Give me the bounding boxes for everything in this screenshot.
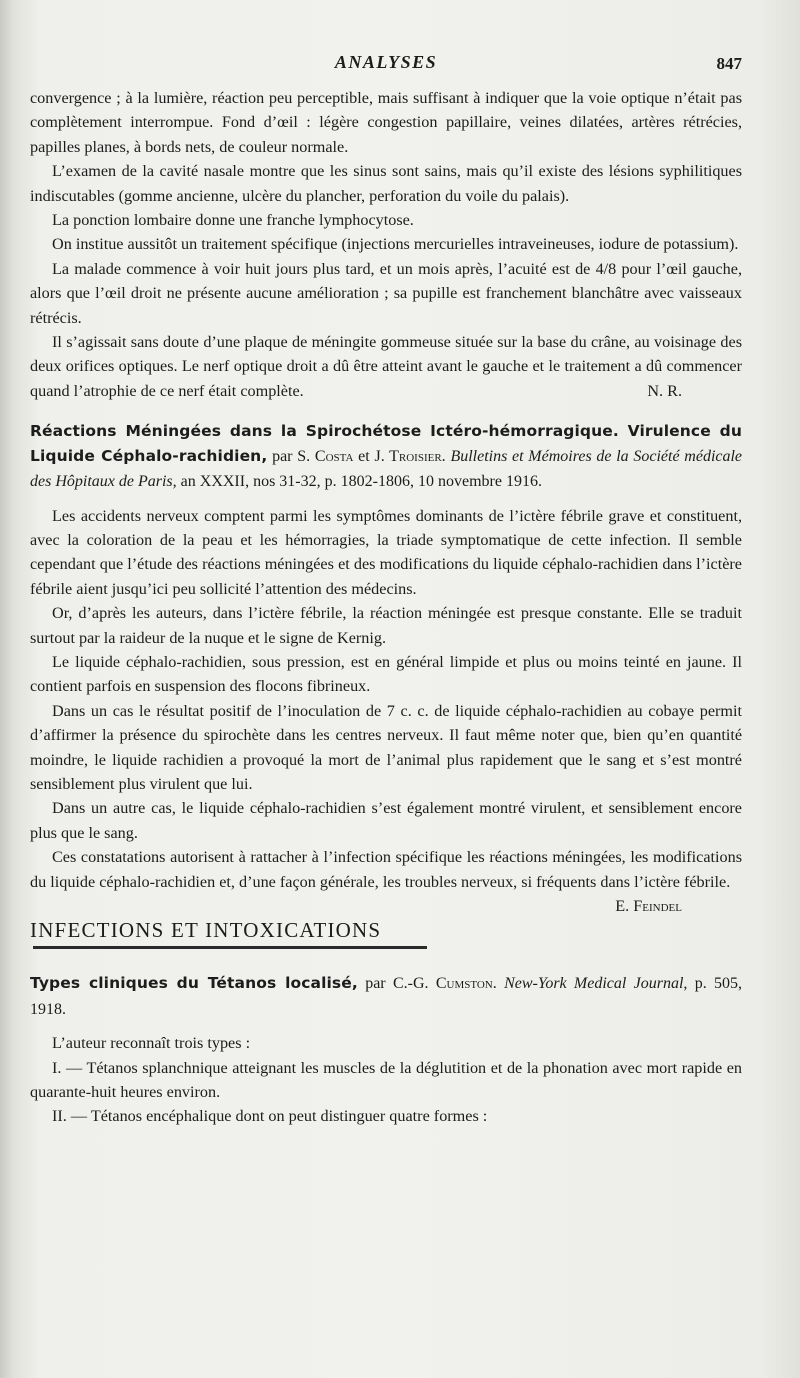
- paragraph: convergence ; à la lumière, réaction peu perceptible, mais suffisant à indiquer que la voie optique n’était pas complètement interrompue. Fond d’œil : légère congestion papillaire, veines dilatées, artères rétrécies, papilles planes, à bords nets, de couleur normale.: [30, 89, 742, 156]
- article-header: [30, 419, 742, 493]
- signature: E. Feindel: [615, 897, 682, 915]
- paragraph: Le liquide céphalo-rachidien, sous pression, est en général limpide et plus ou moins teinté en jaune. Il contient parfois en suspension des flocons fibrineux.: [30, 652, 742, 696]
- journal-name: New-York Medical Journal,: [504, 975, 688, 993]
- paragraph: La ponction lombaire donne une franche lymphocytose.: [52, 211, 414, 230]
- page-header: [30, 52, 742, 76]
- paragraph: [30, 330, 742, 403]
- continued-article: [30, 86, 742, 403]
- paragraph: L’examen de la cavité nasale montre que les sinus sont sains, mais qu’il existe des lésions syphilitiques indiscutables (gomme ancienne, ulcère du plancher, perforation du voile du palais).: [30, 162, 742, 205]
- article-header: [30, 971, 742, 1021]
- article-title: Types cliniques du Tétanos localisé,: [30, 974, 358, 993]
- authors-prefix: par: [365, 975, 386, 993]
- citation: an XXXII, nos 31-32, p. 1802-1806, 10 novembre 1916.: [180, 473, 542, 491]
- article-title: Réactions Méningées dans la Spirochétose Ictéro-hémorragique. Virulence du Liquide Céphalo-rachidien,: [30, 422, 742, 465]
- paragraph: La malade commence à voir huit jours plus tard, et un mois après, l’acuité est de 4/8 pour l’œil gauche, alors que l’œil droit ne présente aucune amélioration ; sa pupille est franchement blanchâtre avec vaisseaux rétrécis.: [30, 259, 742, 327]
- page-number: 847: [716, 54, 742, 73]
- paragraph: On institue aussitôt un traitement spécifique (injections mercurielles intraveineuses, iodure de potassium).: [52, 235, 739, 254]
- journal-name: Bulletins et Mémoires de la Société médicale des Hôpitaux de Paris,: [30, 447, 743, 491]
- author-name: S. Costa: [297, 447, 354, 465]
- paragraph: [30, 845, 742, 915]
- signature: N. R.: [647, 381, 682, 400]
- paragraph: L’auteur reconnaît trois types :: [52, 1034, 251, 1053]
- citation: p. 505, 1918.: [30, 975, 743, 1018]
- paragraph: Or, d’après les auteurs, dans l’ictère fébrile, la réaction méningée est presque constante. Elle se traduit surtout par la raideur de la nuque et le signe de Kernig.: [30, 604, 742, 647]
- section-divider: [33, 946, 427, 949]
- paragraph: II. — Tétanos encéphalique dont on peut distinguer quatre formes :: [52, 1107, 488, 1126]
- paragraph-text: Ces constatations autorisent à rattacher à l’infection spécifique les réactions méningées, les modifications du liquide céphalo-rachidien et, d’une façon générale, les troubles nerveux, si fréquents dans l’ictère fébrile.: [30, 848, 742, 891]
- paragraph: Dans un autre cas, le liquide céphalo-rachidien s’est également montré virulent, et sensiblement encore plus que le sang.: [30, 799, 742, 842]
- section-heading: INFECTIONS ET INTOXICATIONS: [30, 918, 382, 942]
- article-body: [30, 504, 742, 915]
- authors-prefix: par: [272, 447, 293, 465]
- author-name: J. Troisier.: [374, 447, 446, 465]
- paragraph: Dans un cas le résultat positif de l’inoculation de 7 c. c. de liquide céphalo-rachidien au cobaye permit d’affirmer la présence du spirochète dans les centres nerveux. Il faut même noter que, bien qu’en quantité moindre, le liquide rachidien a provoqué la mort de l’animal plus rapidement que le sang et s’est montré sensiblement plus virulent que lui.: [30, 701, 742, 793]
- article-body: [30, 1031, 742, 1129]
- running-title: ANALYSES: [334, 52, 438, 72]
- paragraph: Les accidents nerveux comptent parmi les symptômes dominants de l’ictère fébrile grave et constituent, avec la coloration de la peau et les hémorragies, la triade symptomatique de cette infection. Il semble cependant que l’étude des réactions méningées et des modifications du liquide céphalo-rachidien dans l’ictère fébrile aient jusqu’ici peu sollicité l’attention des médecins.: [30, 506, 742, 598]
- page-body: [30, 86, 742, 1129]
- author-name: C.-G. Cumston.: [392, 975, 497, 993]
- paragraph-text: Il s’agissait sans doute d’une plaque de méningite gommeuse située sur la base du crâne, au voisinage des deux orifices optiques. Le nerf optique droit a dû être atteint avant le gauche et le traitement a dû commencer quand l’atrophie de ce nerf était complète.: [30, 333, 742, 400]
- paragraph: I. — Tétanos splanchnique atteignant les muscles de la déglutition et de la phonation avec mort rapide en quarante-huit heures environ.: [30, 1058, 742, 1102]
- authors-conjunction: et: [358, 447, 370, 465]
